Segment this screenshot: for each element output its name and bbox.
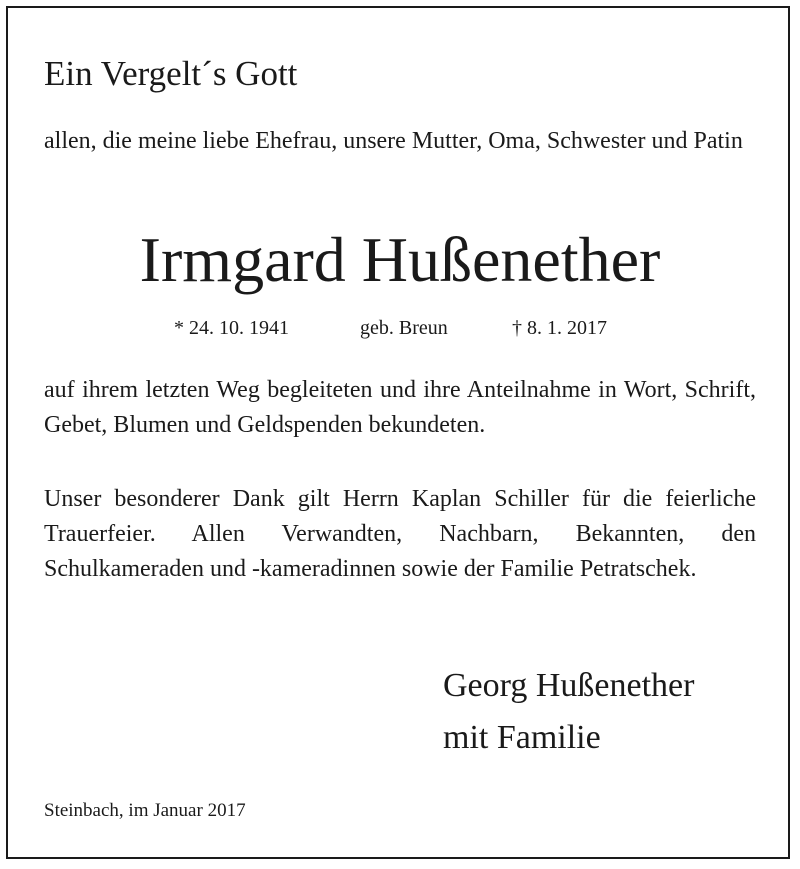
signature-name: Georg Hußenether bbox=[443, 667, 695, 704]
condolence-paragraph: auf ihrem letzten Weg begleiteten und ihre Anteilnahme in Wort, Schrift, Gebet, Blumen und Geldspenden bekundeten. bbox=[44, 377, 756, 438]
place-and-date: Steinbach, im Januar 2017 bbox=[44, 800, 246, 821]
signature-family: mit Familie bbox=[443, 719, 601, 756]
birth-date: * 24. 10. 1941 bbox=[174, 317, 289, 339]
maiden-name: geb. Breun bbox=[360, 317, 448, 339]
deceased-name: Irmgard Hußenether bbox=[139, 224, 661, 295]
thanks-paragraph: Unser besonderer Dank gilt Herrn Kaplan Schiller für die feierliche Trauerfeier. Allen Verwandten, Nachbarn, Bekannten, den Schulkameraden und -kameradinnen sowie der Familie Petratschek. bbox=[44, 486, 756, 582]
intro-text: allen, die meine liebe Ehefrau, unsere Mutter, Oma, Schwester und Patin bbox=[44, 128, 743, 154]
death-date: † 8. 1. 2017 bbox=[512, 317, 607, 339]
headline: Ein Vergelt´s Gott bbox=[44, 54, 298, 93]
